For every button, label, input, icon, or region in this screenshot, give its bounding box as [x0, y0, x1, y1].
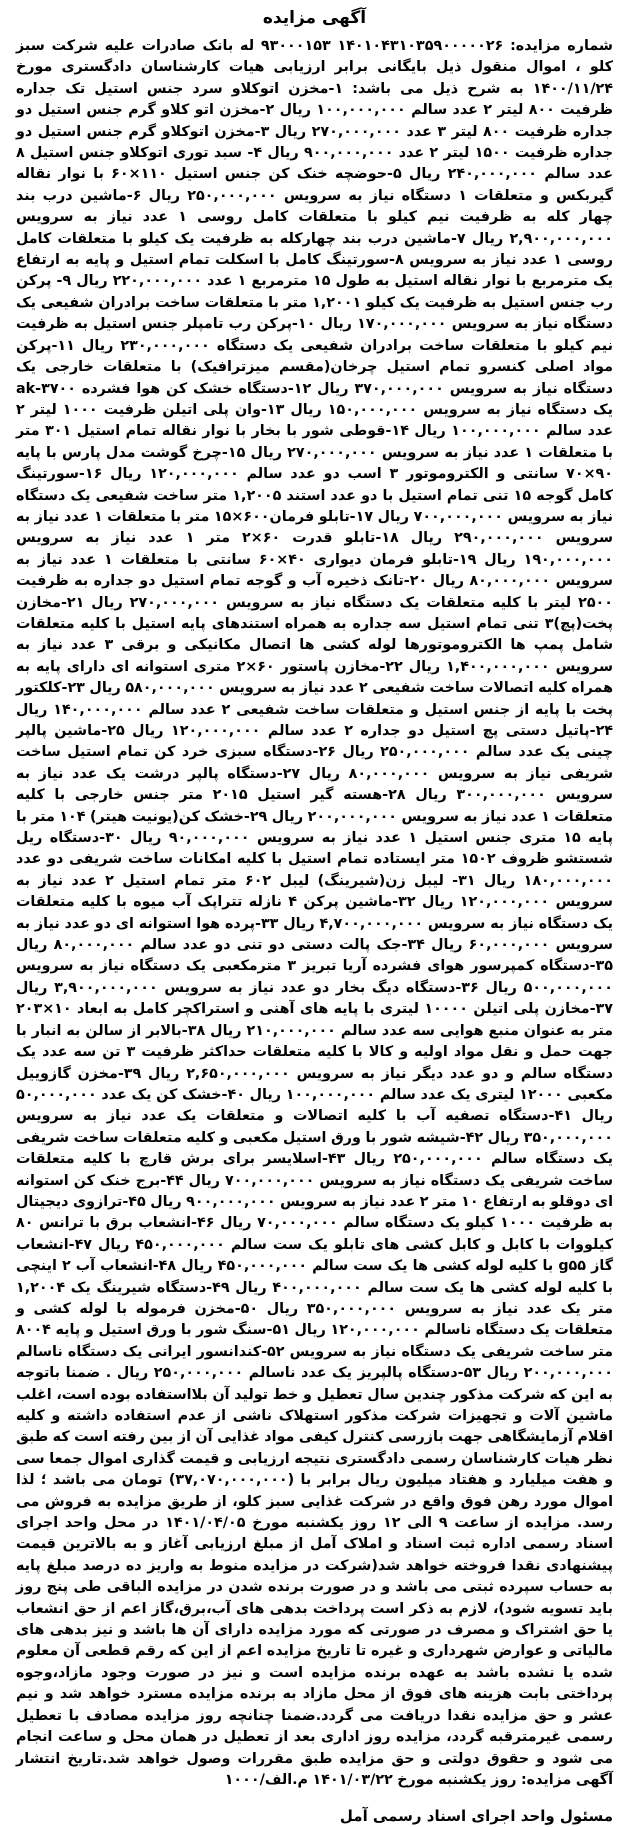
notice-title: آگهی مزایده — [262, 8, 367, 28]
notice-body: شماره مزایده: ۱۴۰۱۰۴۳۱۰۳۵۹۰۰۰۰۰۲۶ ۹۳۰۰۰۱۵۳ له بانک صادرات علیه شرکت سبز کلو ، اموال منقول ذیل بایگانی برابر ارزیابی هیات کارشناسان دادگستری مورخ ۱۴۰۰/۱۱/۲۴ به شرح ذیل می باشد: ۱-مخزن اتوکلاو سرد جنس استیل تک جداره ظرفیت ۸۰۰ لیتر ۲ عدد سالم ۱۰۰,۰۰۰,۰۰۰ ریال ۲-مخزن اتو کلاو گرم جنس استیل دو جداره ظرفیت ۸۰۰ لیتر ۳ عدد ۲۷۰,۰۰۰,۰۰۰ ریال ۳-مخزن اتوکلاو گرم جنس استیل دو جداره ظرفیت ۱۵۰۰ لیتر ۲ عدد ۹۰۰,۰۰۰,۰۰۰ ریال ۴- سبد توری اتوکلاو جنس استیل ۸ عدد سالم ۲۴۰,۰۰۰,۰۰۰ ریال ۵-حوضچه خنک کن جنس استیل ۱۱۰×۶۰ با نوار نقاله گیربکس و متعلقات ۱ دستگاه نیاز به سرویس ۲۵۰,۰۰۰,۰۰۰ ریال ۶-ماشین درب بند چهار کله به ظرفیت نیم کیلو با متعلقات کامل روسی ۱ عدد نیاز به سرویس ۲,۹۰۰,۰۰۰,۰۰۰ ریال ۷-ماشین درب بند چهارکله به ظرفیت یک کیلو با متعلقات کامل روسی ۱ عدد نیاز به سرویس ۸-سورتینگ کامل با اسکلت تمام استیل و پایه به ارتفاع یک مترمربع با نوار نقاله استیل به طول ۱۵ مترمربع ۱ عدد ۲۲۰,۰۰۰,۰۰۰ ریال ۹- پرکن رب جنس استیل به ظرفیت یک کیلو ۱,۲۰۰۱ متر با متعلقات ساخت برادران شفیعی یک دستگاه نیاز به سرویس ۱۷۰,۰۰۰,۰۰۰ ریال ۱۰-پرکن رب تامپلر جنس استیل به ظرفیت نیم کیلو با متعلقات ساخت برادران شفیعی یک دستگاه ۲۳۰,۰۰۰,۰۰۰ ریال ۱۱-پرکن مواد اصلی کنسرو تمام استیل چرخان(مقسم میزترافیک) با متعلقات خارجی یک دستگاه نیاز به سرویس ۳۷۰,۰۰۰,۰۰۰ ریال ۱۲-دستگاه خشک کن هوا فشرده ۳۷۰۰-ak یک دستگاه نیاز به سرویس ۱۵۰,۰۰۰,۰۰۰ ریال ۱۳-وان پلی اتیلن ظرفیت ۱۰۰۰ لیتر ۲ عدد سالم ۱۰۰,۰۰۰,۰۰۰ ریال ۱۴-قوطی شور با بخار با نوار نقاله تمام استیل ۳۰۱ متر با متعلقات ۱ عدد نیاز به سرویس ۲۷۰,۰۰۰,۰۰۰ ریال ۱۵-چرخ گوشت مدل پارس با پایه ۹۰×۷۰ سانتی و الکتروموتور ۳ اسب دو عدد سالم ۱۲۰,۰۰۰,۰۰۰ ریال ۱۶-سورتینگ کامل گوجه ۱۵ تنی تمام استیل با دو عدد استند ۱,۲۰۰۵ متر ساخت شفیعی یک دستگاه نیاز به سرویس ۷۰۰,۰۰۰,۰۰۰ ریال ۱۷-تابلو فرمان۶۰۰×۱۵ متر با متعلقات ۱ عدد نیاز به سرویس ۲۹۰,۰۰۰,۰۰۰ ریال ۱۸-تابلو قدرت ۶۰×۲ متر ۱ عدد نیاز به سرویس ۱۹۰,۰۰۰,۰۰۰ ریال ۱۹-تابلو فرمان دیواری ۴۰×۶۰ سانتی با متعلقات ۱ عدد نیاز به سرویس ۸۰,۰۰۰,۰۰۰ ریال ۲۰-تانک ذخیره آب و گوجه تمام استیل دو جداره به ظرفیت ۲۵۰۰ لیتر با کلیه متعلقات یک دستگاه نیاز به سرویس ۲۷۰,۰۰۰,۰۰۰ ریال ۲۱-مخازن پخت(پچ)۳ تنی تمام استیل سه جداره به همراه استندهای پایه استیل با کلیه متعلقات شامل پمپ ها الکتروموتورها لوله کشی ها اتصال مکانیکی و برقی ۳ عدد نیاز به سرویس ۱,۴۰۰,۰۰۰,۰۰۰ ریال ۲۲-مخازن پاستور ۶۰×۲ متری استوانه ای دارای پایه به همراه کلیه اتصالات ساخت شفیعی ۲ عدد نیاز به سرویس ۵۸۰,۰۰۰,۰۰۰ ریال ۲۳-کلکتور پخت با پایه از جنس استیل و متعلقات ساخت شفیعی ۲ عدد سالم ۱۴۰,۰۰۰,۰۰۰ ریال ۲۴-پاتیل دستی پچ استیل دو جداره ۲ عدد سالم ۱۲۰,۰۰۰,۰۰۰ ریال ۲۵-ماشین پالپر چینی یک عدد سالم ۲۵۰,۰۰۰,۰۰۰ ریال ۲۶-دستگاه سبزی خرد کن تمام استیل ساخت شریفی نیاز به سرویس ۸۰,۰۰۰,۰۰۰ ریال ۲۷-دستگاه پالپر درشت یک عدد نیاز به سرویس ۳۰۰,۰۰۰,۰۰۰ ریال ۲۸-هسته گیر استیل ۲۰۱۵ متر جنس خارجی با کلیه متعلقات ۱ عدد نیاز به سرویس ۲۰۰,۰۰۰,۰۰۰ ریال ۲۹-خشک کن(یونیت هیتر) ۱۰۴ متر با پایه ۱۵ متری جنس استیل ۱ عدد نیاز به سرویس ۹۰,۰۰۰,۰۰۰ ریال ۳۰-دستگاه ریل شستشو ظروف ۱۵۰۲ متر ایستاده تمام استیل با کلیه امکانات ساخت شریفی دو عدد ۱۸۰,۰۰۰,۰۰۰ ریال ۳۱- لیبل زن(شیرینگ) لیبل ۶۰۲ متر تمام استیل ۲ عدد نیاز به سرویس ۱۲۰,۰۰۰,۰۰۰ ریال ۳۲-ماشین پرکن ۴ نازله تتراپک آب میوه با کلیه متعلقات یک دستگاه نیاز به سرویس ۴,۷۰۰,۰۰۰,۰۰۰ ریال ۳۳-پرده هوا استوانه ای دو عدد نیاز به سرویس ۶۰,۰۰۰,۰۰۰ ریال ۳۴-جک پالت دستی دو تنی دو عدد سالم ۸۰,۰۰۰,۰۰۰ ریال ۳۵-دستگاه کمپرسور هوای فشرده آریا تبریز ۳ مترمکعبی یک دستگاه نیاز به سرویس ۵۰۰,۰۰۰,۰۰۰ ریال ۳۶-دستگاه دیگ بخار دو عدد نیاز به سرویس ۳,۹۰۰,۰۰۰,۰۰۰ ریال ۳۷-مخازن پلی اتیلن ۱۰۰۰۰ لیتری با پایه های آهنی و استراکچر کامل به ابعاد ۱۰×۲۰۳ متر به عنوان منبع هوایی سه عدد سالم ۲۱۰,۰۰۰,۰۰۰ ریال ۳۸-بالابر از سالن به انبار با جهت حمل و نقل مواد اولیه و کالا با کلیه متعلقات حداکثر ظرفیت ۳ تن سه عدد یک دستگاه سالم و دو عدد دیگر نیاز به سرویس ۲,۶۵۰,۰۰۰,۰۰۰ ریال ۳۹-مخزن گازوییل مکعبی ۱۲۰۰۰ لیتری یک عدد سالم ۱۰۰,۰۰۰,۰۰۰ ریال ۴۰-خشک کن یک عدد ۵۰,۰۰۰,۰۰۰ ریال ۴۱-دستگاه تصفیه آب با کلیه اتصالات و متعلقات یک عدد نیاز به سرویس ۳۵۰,۰۰۰,۰۰۰ ریال ۴۲-شیشه شور با ورق استیل مکعبی و کلیه متعلقات ساخت شریفی یک دستگاه سالم ۲۵۰,۰۰۰,۰۰۰ ریال ۴۳-اسلایسر برای برش قارچ با کلیه متعلقات ساخت شریفی یک دستگاه نیاز به سرویس ۷۰۰,۰۰۰,۰۰۰ ریال ۴۴-برج خنک کن استوانه ای دوقلو به ارتفاع ۱۰ متر ۲ عدد نیاز به سرویس ۹۰۰,۰۰۰,۰۰۰ ریال ۴۵-ترازوی دیجیتال به ظرفیت ۱۰۰۰ کیلو یک دستگاه سالم ۷۰,۰۰۰,۰۰۰ ریال ۴۶-انشعاب برق با ترانس ۸۰ کیلووات با کابل و کابل کشی های تابلو یک ست سالم ۴۵۰,۰۰۰,۰۰۰ ریال ۴۷-انشعاب گاز g۵۵ با کلیه لوله کشی ها یک ست سالم ۴۵۰,۰۰۰,۰۰۰ ریال ۴۸-انشعاب آب ۲ اینچی با کلیه لوله کشی ها یک ست سالم ۴۰۰,۰۰۰,۰۰۰ ریال ۴۹-دستگاه شیرینگ یک ۱,۲۰۰۴ متر یک عدد نیاز به سرویس ۳۵۰,۰۰۰,۰۰۰ ریال ۵۰-مخزن فرموله با لوله کشی و متعلقات یک دستگاه ناسالم ۱۲۰,۰۰۰,۰۰۰ ریال ۵۱-سنگ شور با ورق استیل و پایه ۸۰۰۴ متر ساخت شریفی یک دستگاه نیاز به سرویس ۵۲-کندانسور ایرانی یک دستگاه ناسالم ۲۰۰,۰۰۰,۰۰۰ ریال ۵۳-دستگاه پالپریز یک عدد ناسالم ۲۵۰,۰۰۰,۰۰۰ ریال . ضمنا باتوجه به این که شرکت مذکور چندین سال تعطیل و خط تولید آن بلااستفاده بوده است، اغلب ماشین آلات و تجهیزات شرکت مذکور استهلاک ناشی از عدم استفاده داشته و کلیه اقلام آزمایشگاهی جهت بازرسی کنترل کیفی مواد غذایی آن از بین رفته است که طبق نظر هیات کارشناسان رسمی دادگستری نتیجه ارزیابی و قیمت گذاری اموال جمعا سی و هفت میلیارد و هفتاد میلیون ریال برابر با (۳۷,۰۷۰,۰۰۰,۰۰۰) تومان می باشد ؛ لذا اموال مورد رهن فوق واقع در شرکت غذایی سبز کلو، از طریق مزایده به فروش می رسد. مزایده از ساعت ۹ الی ۱۲ روز یکشنبه مورخ ۱۴۰۱/۰۴/۰۵ در محل واحد اجرای اسناد رسمی اداره ثبت اسناد و املاک آمل از مبلغ ارزیابی آغاز و به بالاترین قیمت پیشنهادی نقدا فروخته خواهد شد(شرکت در مزایده منوط به واریز ده درصد مبلغ پایه به حساب سپرده ثبتی می باشد و در صورت برنده شدن در مزایده الباقی طی پنج روز باید تسویه شود)، لازم به ذکر است پرداخت بدهی های آب،برق،گاز اعم از حق انشعاب یا حق اشتراک و مصرف در صورتی که مورد مزایده دارای آن ها باشد و نیز بدهی های مالیاتی و عوارض شهرداری و غیره تا تاریخ مزایده اعم از این که رقم قطعی آن معلوم شده یا نشده باشد به عهده برنده مزایده است و نیز در صورت وجود مازاد،وجوه پرداختی بابت هزینه های فوق از محل مازاد به برنده مزایده مسترد خواهد شد و نیم عشر و حق مزایده نقدا دریافت می گردد.ضمنا چنانچه روز مزایده مصادف با تعطیل رسمی غیرمترقبه گردد، مزایده روز اداری بعد از تعطیل در همان محل و ساعت انجام می شود و حقوق دولتی و حق مزایده طبق مقررات وصول خواهد شد.تاریخ انتشار آگهی مزایده: روز یکشنبه مورخ ۱۴۰۱/۰۳/۲۲ م.الف/۱۰۰۰ — [16, 38, 614, 1788]
notice-footer: مسئول واحد اجرای اسناد رسمی آمل — [339, 1807, 613, 1826]
